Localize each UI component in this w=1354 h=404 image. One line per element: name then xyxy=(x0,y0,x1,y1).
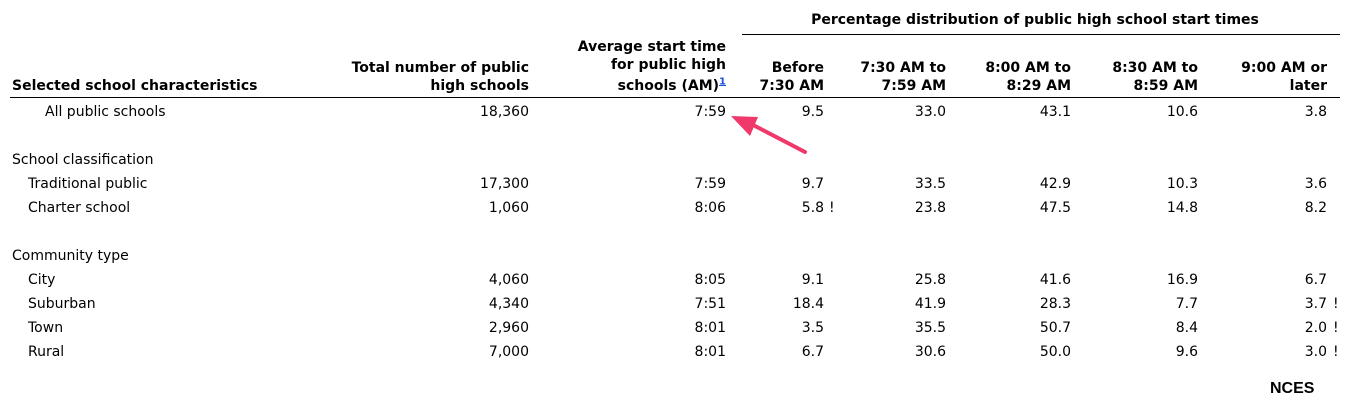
reliability-flag: ! xyxy=(1333,320,1339,336)
nces-logo: NCES xyxy=(1270,380,1315,397)
cell-total: 17,300 xyxy=(480,176,529,192)
row-label: Suburban xyxy=(28,296,96,312)
footnote-link[interactable]: 1 xyxy=(719,76,726,88)
col-header-avg-text: schools (AM) xyxy=(617,78,720,94)
header-rule xyxy=(10,97,1340,98)
row-label: All public schools xyxy=(45,104,166,120)
col-header-dist-5-line2: later xyxy=(1289,78,1327,94)
col-header-dist-4-line2: 8:59 AM xyxy=(1133,78,1198,94)
cell-avg: 7:51 xyxy=(694,296,726,312)
cell-avg: 8:01 xyxy=(694,344,726,360)
cell-avg: 7:59 xyxy=(694,104,726,120)
cell-dist-2: 25.8 xyxy=(914,272,946,288)
cell-dist-3: 41.6 xyxy=(1039,272,1071,288)
cell-dist-5: 6.7 xyxy=(1304,272,1327,288)
row-label: Town xyxy=(28,320,64,336)
cell-dist-5: 8.2 xyxy=(1304,200,1327,216)
distribution-group-title: Percentage distribution of public high school start times xyxy=(811,12,1259,28)
cell-dist-3: 50.7 xyxy=(1039,320,1071,336)
cell-dist-3: 50.0 xyxy=(1039,344,1071,360)
cell-dist-3: 47.5 xyxy=(1039,200,1071,216)
cell-avg: 7:59 xyxy=(694,176,726,192)
cell-dist-1: 6.7 xyxy=(801,344,824,360)
cell-dist-4: 16.9 xyxy=(1166,272,1198,288)
cell-total: 1,060 xyxy=(488,200,529,216)
col-header-avg-line2: for public high xyxy=(610,57,726,73)
cell-dist-2: 41.9 xyxy=(914,296,946,312)
reliability-flag: ! xyxy=(1333,344,1339,360)
cell-dist-2: 35.5 xyxy=(914,320,946,336)
col-header-dist-1-line2: 7:30 AM xyxy=(759,78,824,94)
cell-avg: 8:01 xyxy=(694,320,726,336)
cell-dist-1: 18.4 xyxy=(792,296,824,312)
cell-avg: 8:06 xyxy=(694,200,726,216)
cell-total: 7,000 xyxy=(488,344,529,360)
cell-dist-4: 10.3 xyxy=(1166,176,1198,192)
row-label: Charter school xyxy=(28,200,131,216)
cell-dist-1: 5.8 xyxy=(801,200,824,216)
cell-dist-2: 33.0 xyxy=(914,104,946,120)
cell-dist-1: 9.1 xyxy=(801,272,824,288)
reliability-flag: ! xyxy=(829,200,835,216)
cell-dist-4: 8.4 xyxy=(1175,320,1198,336)
cell-total: 4,060 xyxy=(488,272,529,288)
group-header-rule xyxy=(742,34,1340,35)
cell-dist-5: 3.8 xyxy=(1304,104,1327,120)
col-header-dist-3-line1: 8:00 AM to xyxy=(985,60,1071,76)
reliability-flag: ! xyxy=(1333,296,1339,312)
cell-dist-1: 3.5 xyxy=(801,320,824,336)
cell-total: 18,360 xyxy=(480,104,529,120)
section-heading-community-type: Community type xyxy=(12,248,129,264)
cell-dist-5: 3.0 xyxy=(1304,344,1327,360)
section-heading-school-classification: School classification xyxy=(12,152,154,168)
cell-dist-5: 3.7 xyxy=(1304,296,1327,312)
cell-dist-4: 9.6 xyxy=(1175,344,1198,360)
col-header-dist-3-line2: 8:29 AM xyxy=(1006,78,1071,94)
cell-dist-4: 7.7 xyxy=(1175,296,1198,312)
row-label: City xyxy=(28,272,56,288)
col-header-characteristic: Selected school characteristics xyxy=(12,78,258,94)
col-header-dist-4-line1: 8:30 AM to xyxy=(1112,60,1198,76)
cell-dist-3: 43.1 xyxy=(1039,104,1071,120)
cell-avg: 8:05 xyxy=(694,272,726,288)
row-label: Traditional public xyxy=(28,176,148,192)
cell-dist-3: 28.3 xyxy=(1039,296,1071,312)
cell-dist-4: 14.8 xyxy=(1166,200,1198,216)
col-header-avg-line1: Average start time xyxy=(577,39,726,55)
cell-dist-5: 3.6 xyxy=(1304,176,1327,192)
cell-dist-4: 10.6 xyxy=(1166,104,1198,120)
cell-dist-2: 23.8 xyxy=(914,200,946,216)
col-header-dist-5-line1: 9:00 AM or xyxy=(1241,60,1327,76)
cell-dist-3: 42.9 xyxy=(1039,176,1071,192)
col-header-dist-1-line1: Before xyxy=(771,60,824,76)
col-header-dist-2-line1: 7:30 AM to xyxy=(860,60,946,76)
cell-dist-1: 9.5 xyxy=(801,104,824,120)
arrow-shaft xyxy=(755,126,805,152)
col-header-total-line1: Total number of public xyxy=(351,60,529,76)
col-header-avg-line3 xyxy=(520,77,726,95)
cell-dist-2: 30.6 xyxy=(914,344,946,360)
cell-dist-1: 9.7 xyxy=(801,176,824,192)
cell-total: 4,340 xyxy=(488,296,529,312)
col-header-total-line2: high schools xyxy=(430,78,529,94)
cell-dist-2: 33.5 xyxy=(914,176,946,192)
cell-total: 2,960 xyxy=(488,320,529,336)
cell-dist-5: 2.0 xyxy=(1304,320,1327,336)
row-label: Rural xyxy=(28,344,65,360)
col-header-dist-2-line2: 7:59 AM xyxy=(881,78,946,94)
